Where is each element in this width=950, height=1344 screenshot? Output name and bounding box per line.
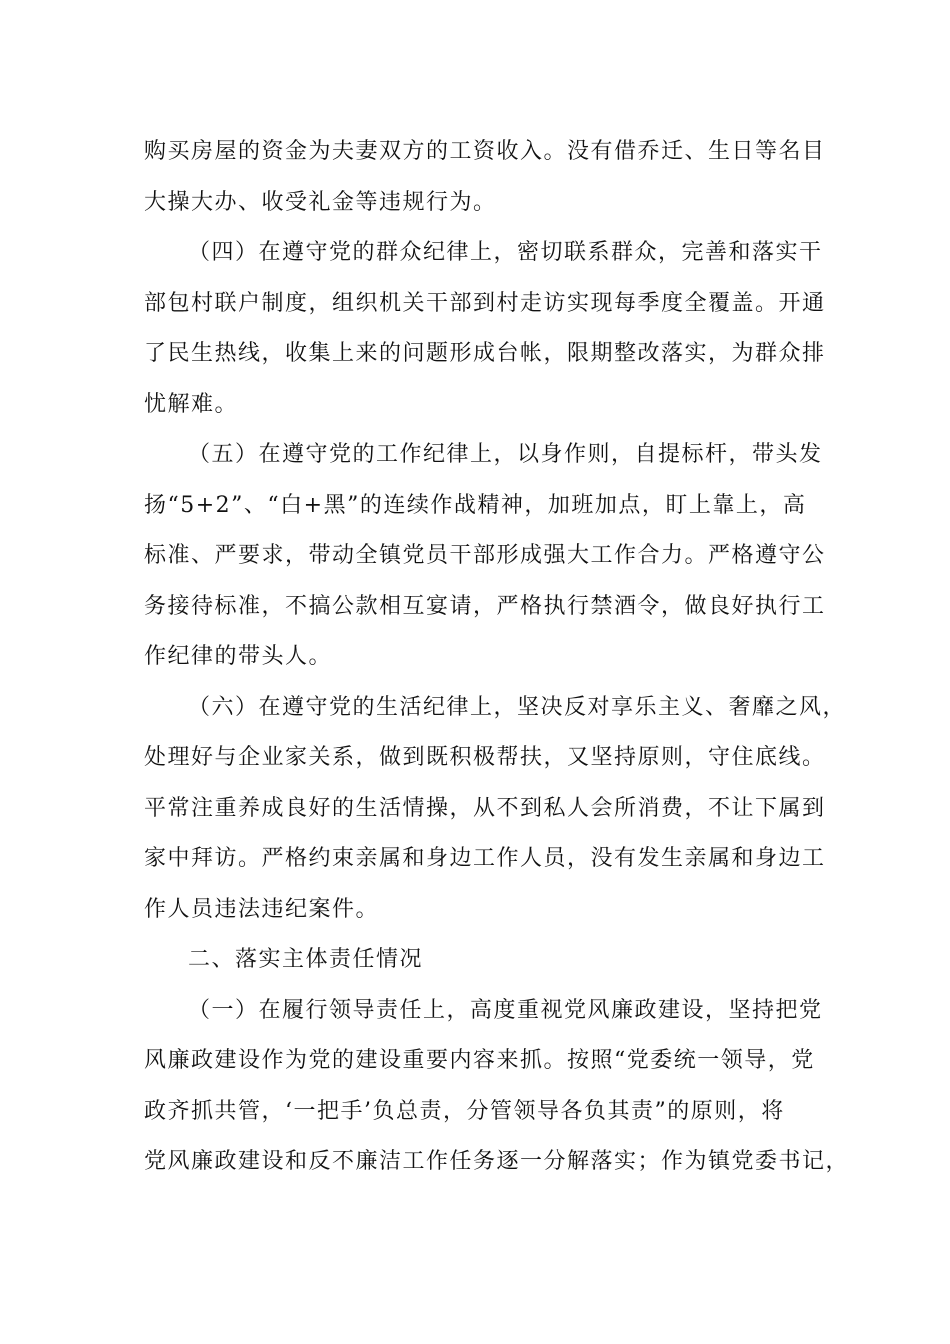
text-line: 务接待标准，不搞公款相互宴请，严格执行禁酒令，做良好执行工 xyxy=(144,593,826,619)
text-line: 风廉政建设作为党的建设重要内容来抓。按照“党委统一领导，党 xyxy=(144,1048,815,1073)
text-line: 政齐抓共管，‘一把手’负总责，分管领导各负其责”的原则，将 xyxy=(144,1098,785,1124)
text-line: 扬“5+2”、“白+黑”的连续作战精神，加班加点，盯上靠上，高 xyxy=(144,492,807,518)
text-line: 部包村联户制度，组织机关干部到村走访实现每季度全覆盖。开通 xyxy=(144,290,826,316)
paragraph-start-line: （六）在遵守党的生活纪律上，坚决反对享乐主义、奢靡之风， xyxy=(188,694,847,720)
text-line: 忧解难。 xyxy=(144,391,239,417)
text-line: 大操大办、收受礼金等违规行为。 xyxy=(144,189,497,215)
text-line: 购买房屋的资金为夫妻双方的工资收入。没有借乔迁、生日等名目 xyxy=(144,139,826,164)
text-line: 作人员违法违纪案件。 xyxy=(144,896,380,922)
paragraph-start-line: （一）在履行领导责任上，高度重视党风廉政建设，坚持把党 xyxy=(188,997,823,1023)
paragraph-start-line: （四）在遵守党的群众纪律上，密切联系群众，完善和落实干 xyxy=(188,240,823,265)
text-line: 了民生热线，收集上来的问题形成台帐，限期整改落实，为群众排 xyxy=(144,341,826,366)
paragraph-start-line: （五）在遵守党的工作纪律上，以身作则，自提标杆，带头发 xyxy=(188,442,823,467)
text-line: 作纪律的带头人。 xyxy=(144,644,333,669)
text-line: 家中拜访。严格约束亲属和身边工作人员，没有发生亲属和身边工 xyxy=(144,846,826,871)
document-body xyxy=(144,127,850,1188)
text-line: 平常注重养成良好的生活情操，从不到私人会所消费，不让下属到 xyxy=(144,795,826,821)
text-line: 标准、严要求，带动全镇党员干部形成强大工作合力。严格遵守公 xyxy=(144,543,826,568)
text-line: 处理好与企业家关系，做到既积极帮扶，又坚持原则，守住底线。 xyxy=(144,745,826,770)
text-line: 党风廉政建设和反不廉洁工作任务逐一分解落实；作为镇党委书记， xyxy=(144,1149,850,1174)
section-heading: 二、落实主体责任情况 xyxy=(188,947,424,972)
